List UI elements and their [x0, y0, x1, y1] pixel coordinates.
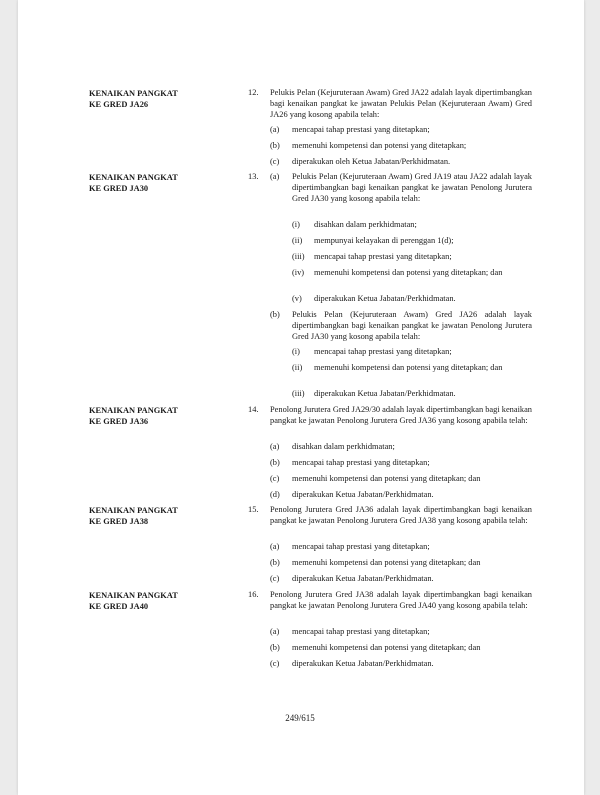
section-12-item-c-label: (c)	[270, 157, 280, 166]
section-13-number: 13.	[248, 172, 259, 181]
section-13b-label: (b)	[270, 310, 280, 319]
section-15-number: 15.	[248, 505, 259, 514]
section-12-heading: KENAIKAN PANGKAT KE GRED JA26	[89, 89, 178, 109]
section-13a-item-ii-label: (ii)	[292, 236, 303, 245]
section-15-item-c: diperakukan Ketua Jabatan/Perkhidmatan.	[292, 574, 434, 583]
section-13a-item-iv-label: (iv)	[292, 268, 305, 277]
section-15-intro: Penolong Jurutera Gred JA36 adalah layak dipertimbangkan bagi kenaikan pangkat ke jawatan Penolong Jurutera Gred JA38 yang kosong apabila telah:	[270, 505, 532, 525]
section-12-item-c: diperakukan oleh Ketua Jabatan/Perkhidmatan.	[292, 157, 451, 166]
section-12-number: 12.	[248, 88, 259, 97]
section-13b-item-i: mencapai tahap prestasi yang ditetapkan;	[314, 347, 452, 356]
section-13b-item-iii-label: (iii)	[292, 389, 305, 398]
section-13a-item-iii: mencapai tahap prestasi yang ditetapkan;	[314, 252, 452, 261]
section-13b-intro: Pelukis Pelan (Kejuruteraan Awam) Gred JA26 adalah layak dipertimbangkan bagi kenaikan pangkat ke jawatan Penolong Jurutera Gred JA30 yang kosong apabila telah:	[292, 310, 532, 341]
section-12-item-b-label: (b)	[270, 141, 280, 150]
section-15-item-c-label: (c)	[270, 574, 280, 583]
section-16-item-b-label: (b)	[270, 643, 280, 652]
section-15-item-b-label: (b)	[270, 558, 280, 567]
section-14-item-a: disahkan dalam perkhidmatan;	[292, 442, 395, 451]
section-13a-item-iv: memenuhi kompetensi dan potensi yang ditetapkan; dan	[314, 268, 503, 277]
section-16-item-c: diperakukan Ketua Jabatan/Perkhidmatan.	[292, 659, 434, 668]
section-13b-item-ii-label: (ii)	[292, 363, 303, 372]
section-15-item-a: mencapai tahap prestasi yang ditetapkan;	[292, 542, 430, 551]
section-13a-item-ii: mempunyai kelayakan di perenggan 1(d);	[314, 236, 454, 245]
section-14-item-d: diperakukan Ketua Jabatan/Perkhidmatan.	[292, 490, 434, 499]
section-16-item-a: mencapai tahap prestasi yang ditetapkan;	[292, 627, 430, 636]
section-14-intro: Penolong Jurutera Gred JA29/30 adalah layak dipertimbangkan bagi kenaikan pangkat ke jawatan Penolong Jurutera Gred JA36 yang kosong apabila telah:	[270, 405, 532, 425]
section-15-item-a-label: (a)	[270, 542, 280, 551]
section-13a-item-v: diperakukan Ketua Jabatan/Perkhidmatan.	[314, 294, 456, 303]
section-14-item-b-label: (b)	[270, 458, 280, 467]
section-13a-item-v-label: (v)	[292, 294, 302, 303]
section-13a-item-i: disahkan dalam perkhidmatan;	[314, 220, 417, 229]
section-14-item-d-label: (d)	[270, 490, 280, 499]
section-15-item-b: memenuhi kompetensi dan potensi yang ditetapkan; dan	[292, 558, 481, 567]
section-12-item-b: memenuhi kompetensi dan potensi yang ditetapkan;	[292, 141, 467, 150]
section-16-number: 16.	[248, 590, 259, 599]
section-14-number: 14.	[248, 405, 259, 414]
section-13a-item-i-label: (i)	[292, 220, 300, 229]
section-14-heading: KENAIKAN PANGKAT KE GRED JA36	[89, 406, 178, 426]
section-13b-item-i-label: (i)	[292, 347, 300, 356]
section-16-heading: KENAIKAN PANGKAT KE GRED JA40	[89, 591, 178, 611]
section-14-item-c-label: (c)	[270, 474, 280, 483]
section-16-item-a-label: (a)	[270, 627, 280, 636]
section-16-intro: Penolong Jurutera Gred JA38 adalah layak dipertimbangkan bagi kenaikan pangkat ke jawatan Penolong Jurutera Gred JA40 yang kosong apabila telah:	[270, 590, 532, 610]
section-13b-item-ii: memenuhi kompetensi dan potensi yang ditetapkan; dan	[314, 363, 503, 372]
section-12-item-a-label: (a)	[270, 125, 280, 134]
section-12-item-a: mencapai tahap prestasi yang ditetapkan;	[292, 125, 430, 134]
section-14-item-b: mencapai tahap prestasi yang ditetapkan;	[292, 458, 430, 467]
section-13a-item-iii-label: (iii)	[292, 252, 305, 261]
section-15-heading: KENAIKAN PANGKAT KE GRED JA38	[89, 506, 178, 526]
section-14-item-a-label: (a)	[270, 442, 280, 451]
section-13a-intro: Pelukis Pelan (Kejuruteraan Awam) Gred JA19 atau JA22 adalah layak dipertimbangkan bagi kenaikan pangkat ke jawatan Penolong Jurutera Gred JA30 yang kosong apabila telah:	[292, 172, 532, 203]
section-13-heading: KENAIKAN PANGKAT KE GRED JA30	[89, 173, 178, 193]
section-13b-item-iii: diperakukan Ketua Jabatan/Perkhidmatan.	[314, 389, 456, 398]
section-16-item-c-label: (c)	[270, 659, 280, 668]
section-12-intro: Pelukis Pelan (Kejuruteraan Awam) Gred JA22 adalah layak dipertimbangkan bagi kenaikan pangkat ke jawatan Pelukis Pelan (Kejuruteraan Awam) Gred JA26 yang kosong apabila telah:	[270, 88, 532, 119]
section-16-item-b: memenuhi kompetensi dan potensi yang ditetapkan; dan	[292, 643, 481, 652]
section-14-item-c: memenuhi kompetensi dan potensi yang ditetapkan; dan	[292, 474, 481, 483]
page-number: 249/615	[285, 713, 315, 723]
section-13a-label: (a)	[270, 172, 280, 181]
